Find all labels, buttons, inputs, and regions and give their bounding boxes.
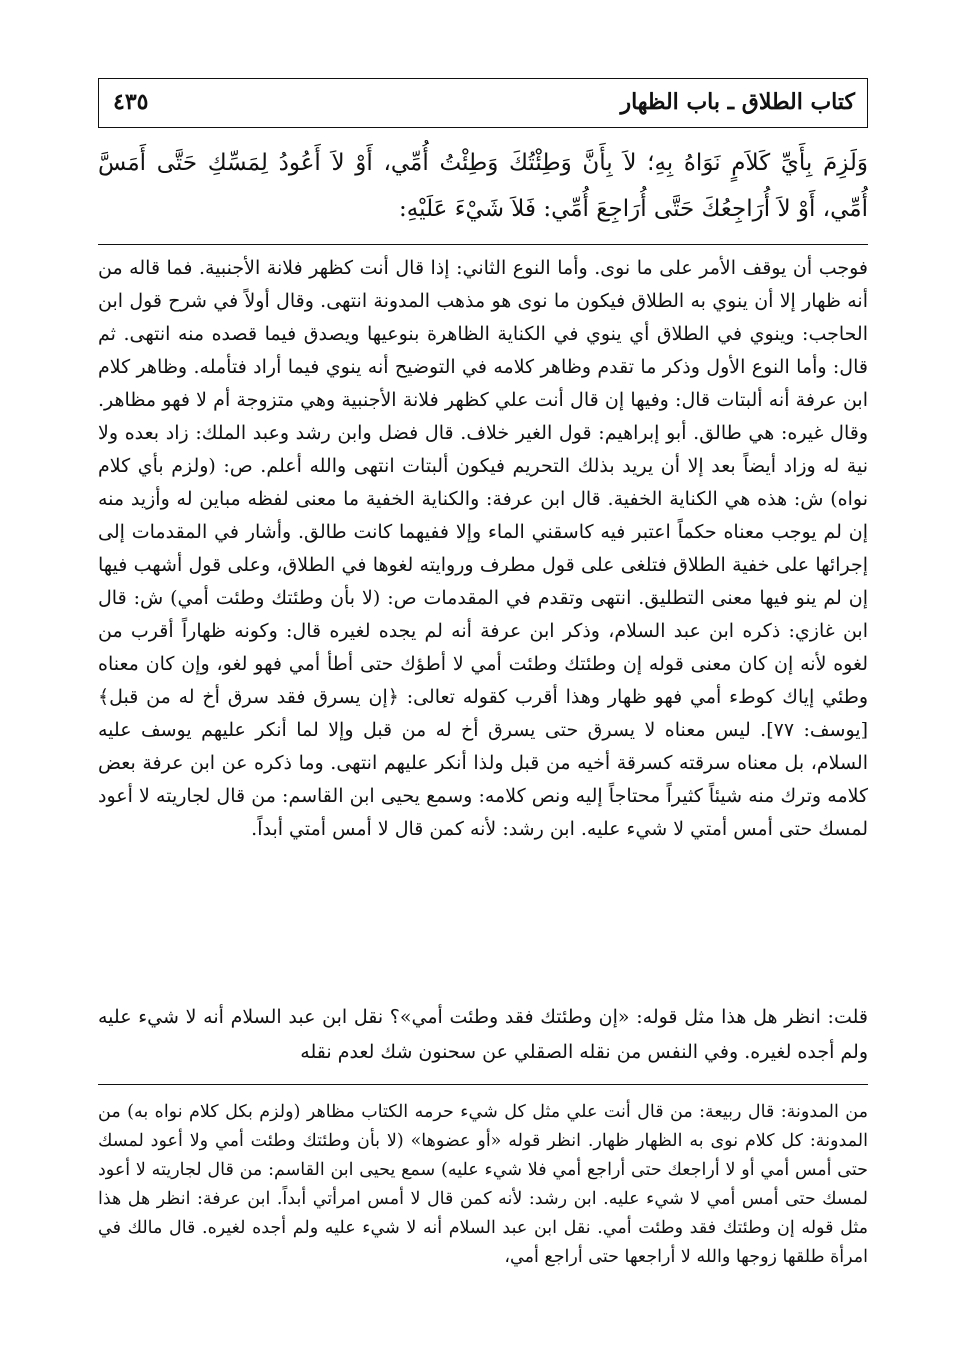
footnotes-paragraph: من المدونة: قال ربيعة: من قال أنت علي مثل كل شيء حرمه الكتاب مظاهر (ولزم بكل كلام نواه به) من المدونة: كل كلام نوى به الظهار ظهار. انظر قوله «أو عضوها» (لا بأن وطئتك وطئت أمي ولا أعود لمسك حتى أمس أمي أو لا أراجعك حتى أراجع أمي فلا شيء عليه) سمع يحيى ابن القاسم: من قال لجاريته لا أعود لمسك حتى أمس أمي لا شيء عليه. ابن رشد: لأنه كمن قال لا أمس امرأتي أبداً. ابن عرفة: انظر هل هذا مثل قوله إن وطئتك فقد وطئت أمي. نقل ابن عبد السلام أنه لا شيء عليه ولم أجده لغيره. قال مالك في امرأة طلقها زوجها والله لا أراجعها حتى أراجع أمي، [98, 1102, 868, 1267]
footnote-divider [98, 1084, 868, 1085]
commentary-paragraph: فوجب أن يوقف الأمر على ما نوى. وأما النوع الثاني: إذا قال أنت كظهر فلانة الأجنبية. فما قاله من أنه ظهار إلا أن ينوي به الطلاق فيكون ما نوى هو مذهب المدونة انتهى. وقال أولاً في شرح قول ابن الحاجب: وينوي في الطلاق أي ينوي في الكناية الظاهرة بنوعيها ويصدق فيما قصده منه انتهى. ثم قال: وأما النوع الأول وذكر ما تقدم وظاهر كلامه في التوضيح أنه ينوي فيما أراد فتأمله. وظاهر كلام ابن عرفة أنه ألبتات قال: وفيها إن قال أنت علي كظهر فلانة الأجنبية وهي متزوجة أم لا فهو مظاهر. وقال غيره: هي طالق. أبو إبراهيم: قول الغير خلاف. قال فضل وابن رشد وعبد الملك: زاد بعده ولا نية له وزاد أيضاً بعد إلا أن يريد بذلك التحريم فيكون ألبتات انتهى والله أعلم. ص: (ولزم بأي كلام نواه) ش: هذه هي الكناية الخفية. قال ابن عرفة: والكناية الخفية ما معنى لفظه مباين له وأزيد منه إن لم يوجب معناه حكماً اعتبر فيه كاسقني الماء وإلا ففيهما كانت طالق. وأشار في المقدمات إلى إجرائها على خفية الطلاق فتلغى على قول مطرف وروايته لغوها في الطلاق، وعلى قول أشهب فيها إن لم ينو فيها معنى التطليق. انتهى وتقدم في المقدمات ص: (لا بأن وطئتك وطئت أمي) ش: قال ابن غازي: ذكره ابن عبد السلام، وذكر ابن عرفة أنه لم يجده لغيره قال: وكونه ظهاراً أقرب من لغوه لأنه إن كان معنى قوله إن وطئتك وطئت أمي لا أطؤك حتى أطأ أمي فهو لغو، وإن كان معناه وطئي إياك كوطء أمي فهو ظهار وهذا أقرب كقوله تعالى: ﴿إن يسرق فقد سرق أخ له من قبل﴾ [يوسف: ٧٧]. ليس معناه لا يسرق حتى يسرق أخ له من قبل وإلا لما أنكر عليهم يوسف عليه السلام، بل معناه سرقته كسرقة أخيه من قبل ولذا أنكر عليهم انتهى. وما ذكره عن ابن عرفة بعض كلامه وترك منه شيئاً كثيراً محتاجاً إليه ونص كلامه: وسمع يحيى ابن القاسم: من قال لجاريته لا أعود لمسك حتى أمس أمتي لا شيء عليه. ابن رشد: لأنه كمن قال لا أمس أمتي أبداً. [98, 257, 868, 840]
commentary-continued-paragraph: قلت: انظر هل هذا مثل قوله: «إن وطئتك فقد وطئت أمي»؟ نقل ابن عبد السلام أنه لا شيء عليه ولم أجده لغيره. وفي النفس من نقله الصقلي عن سحنون شك لعدم نقله [98, 1006, 868, 1063]
commentary-continued [98, 1000, 868, 1076]
page-number: ٤٣٥ [113, 89, 149, 115]
main-text-paragraph: وَلَزِمَ بِأَيِّ كَلاَمٍ نَوَاهُ بِهِ؛ لاَ بِأَنَّ وَطِئْتُكَ وَطِئْتُ أُمِّي، أَوْ لاَ أَعُودُ لِمَسِّكِ حَتَّى أَمَسَّ أُمِّي، أَوْ لاَ أُرَاجِعُكَ حَتَّى أُرَاجِعَ أُمِّي: فَلاَ شَيْءَ عَلَيْهِ: [98, 150, 868, 222]
footnotes [98, 1098, 868, 1332]
chapter-title: كتاب الطلاق ـ باب الظهار [620, 89, 855, 115]
running-header [98, 78, 868, 128]
commentary [98, 252, 868, 980]
main-text-divider [98, 244, 868, 245]
main-text [98, 140, 868, 240]
